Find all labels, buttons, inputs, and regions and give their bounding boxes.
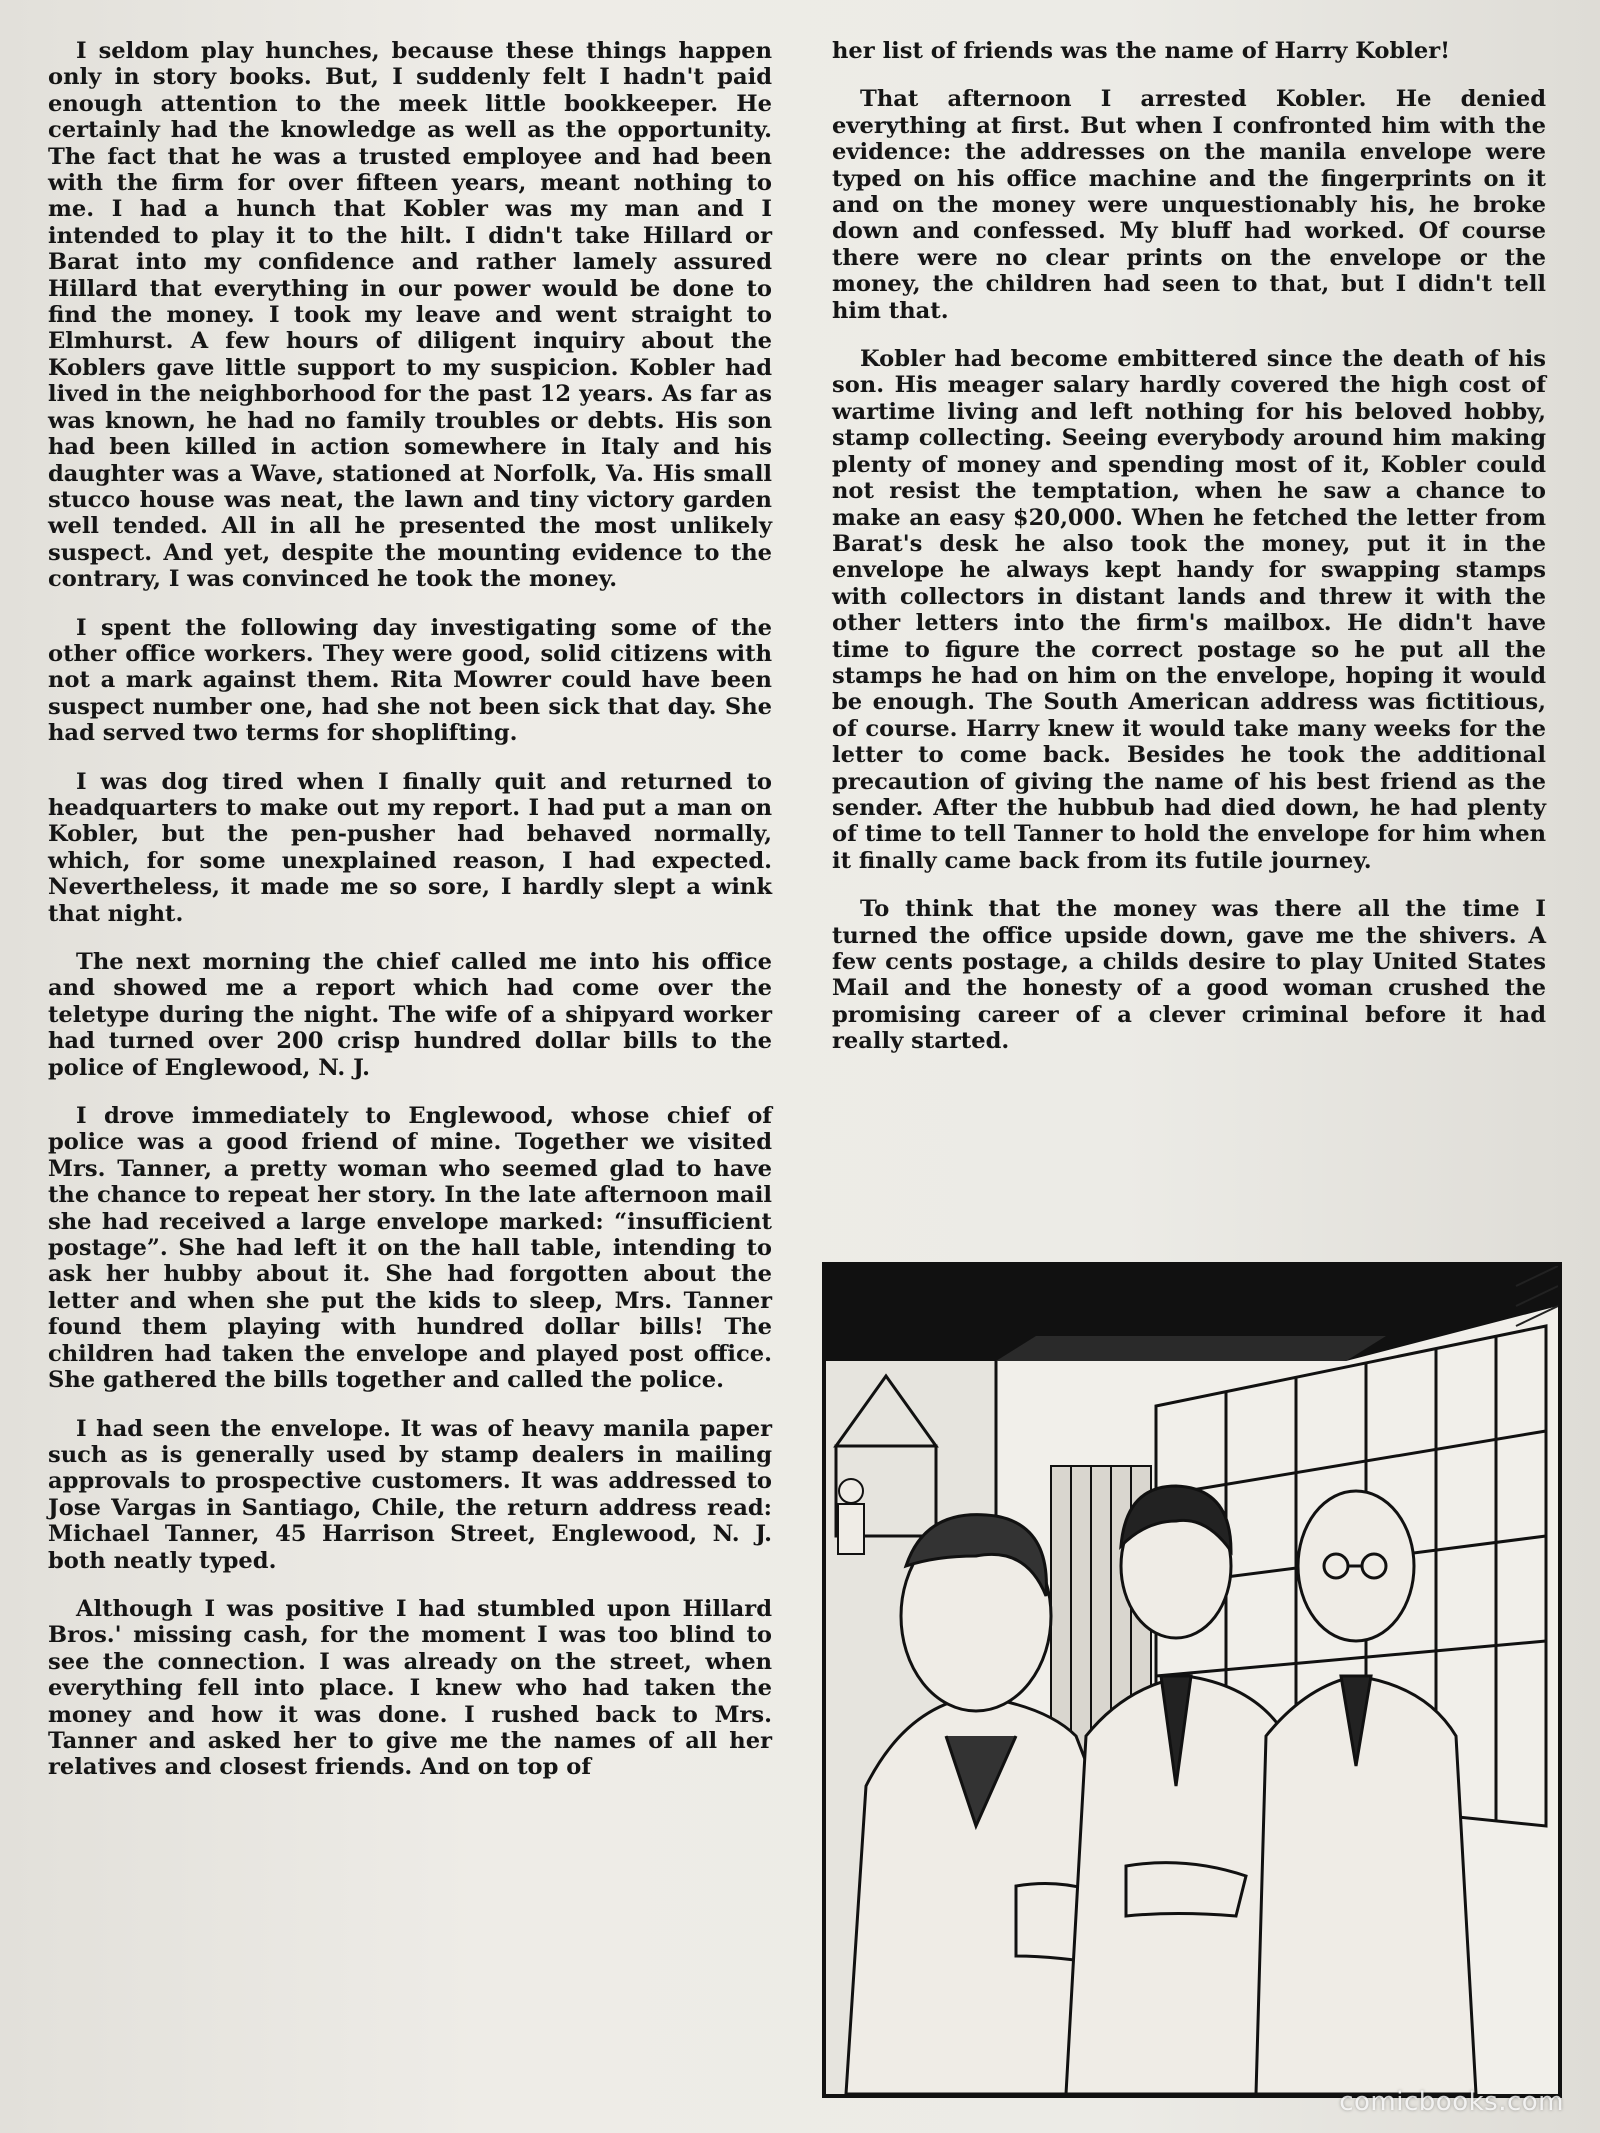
paragraph: That afternoon I arrested Kobler. He denied everything at first. But when I confronted him with the evidence: the addresses on the manila envelope were typed on his office machine and the fingerprints on it and on the money were unquestionably his, he broke down and confessed. My bluff had worked. Of course there were no clear prints on the envelope or the money, the children had seen to that, but I didn't tell him that. <box>832 86 1546 324</box>
paragraph: Although I was positive I had stumbled upon Hillard Bros.' missing cash, for the moment I was too blind to see the connection. I was already on the street, when everything fell into place. I knew who had taken the money and how it was done. I rushed back to Mrs. Tanner and asked her to give me the names of all her relatives and closest friends. And on top of <box>48 1595 772 1781</box>
paragraph: I had seen the envelope. It was of heavy manila paper such as is generally used by stamp dealers in mailing approvals to prospective customers. It was addressed to Jose Vargas in Santiago, Chile, the return address read: Michael Tanner, 45 Harrison Street, Englewood, N. J. both neatly typed. <box>48 1415 772 1574</box>
story-illustration <box>822 1262 1562 2098</box>
paragraph: I seldom play hunches, because these things happen only in story books. But, I suddenly felt I hadn't paid enough attention to the meek little bookkeeper. He certainly had the knowledge as well as the opportunity. The fact that he was a trusted employee and had been with the firm for over fifteen years, meant nothing to me. I had a hunch that Kobler was my man and I intended to play it to the hilt. I didn't take Hillard or Barat into my confidence and rather lamely assured Hillard that everything in our power would be done to find the money. I took my leave and went straight to Elmhurst. A few hours of diligent inquiry about the Koblers gave little support to my suspicion. Kobler had lived in the neighborhood for the past 12 years. As far as was known, he had no family troubles or debts. His son had been killed in action somewhere in Italy and his daughter was a Wave, stationed at Norfolk, Va. His small stucco house was neat, the lawn and tiny victory garden well tended. All in all he presented the most unlikely suspect. And yet, despite the mounting evidence to the contrary, I was convinced he took the money. <box>48 38 772 593</box>
paragraph: Kobler had become embittered since the death of his son. His meager salary hardly covered the high cost of wartime living and left nothing for his beloved hobby, stamp collecting. Seeing everybody around him making plenty of money and spending most of it, Kobler could not resist the temptation, when he saw a chance to make an easy $20,000. When he fetched the letter from Barat's desk he also took the money, put it in the envelope he always kept handy for swapping stamps with collectors in distant lands and threw it with the other letters into the firm's mailbox. He didn't have time to figure the correct postage so he put all the stamps he had on him on the envelope, hoping it would be enough. The South American address was fictitious, of course. Harry knew it would take many weeks for the letter to come back. Besides he took the additional precaution of giving the name of his best friend as the sender. After the hubbub had died down, he had plenty of time to tell Tanner to hold the envelope for him when it finally came back from its futile journey. <box>832 346 1546 874</box>
paragraph: To think that the money was there all the time I turned the office upside down, gave me the shivers. A few cents postage, a childs desire to play United States Mail and the honesty of a good woman crushed the promising career of a clever criminal before it had really started. <box>832 896 1546 1055</box>
text-column-left <box>48 38 772 1803</box>
text-column-right <box>832 38 1546 1077</box>
illustration-three-men-office <box>826 1266 1558 2094</box>
paragraph: The next morning the chief called me into his office and showed me a report which had come over the teletype during the night. The wife of a shipyard worker had turned over 200 crisp hundred dollar bills to the police of Englewood, N. J. <box>48 949 772 1081</box>
paragraph-continued: her list of friends was the name of Harry Kobler! <box>832 38 1451 64</box>
paragraph: I drove immediately to Englewood, whose chief of police was a good friend of mine. Together we visited Mrs. Tanner, a pretty woman who seemed glad to have the chance to repeat her story. In the late afternoon mail she had received a large envelope marked: “insufficient postage”. She had left it on the hall table, intending to ask her hubby about it. She had forgotten about the letter and when she put the kids to sleep, Mrs. Tanner found them playing with hundred dollar bills! The children had taken the envelope and played post office. She gathered the bills together and called the police. <box>48 1103 772 1394</box>
paragraph: I spent the following day investigating some of the other office workers. They were good, solid citizens with not a mark against them. Rita Mowrer could have been suspect number one, had she not been sick that day. She had served two terms for shoplifting. <box>48 614 772 747</box>
paragraph: I was dog tired when I finally quit and returned to headquarters to make out my report. I had put a man on Kobler, but the pen-pusher had behaved normally, which, for some unexplained reason, I had expected. Nevertheless, it made me so sore, I hardly slept a wink that night. <box>48 768 772 927</box>
watermark: comicbooks.com <box>1339 2087 1564 2117</box>
